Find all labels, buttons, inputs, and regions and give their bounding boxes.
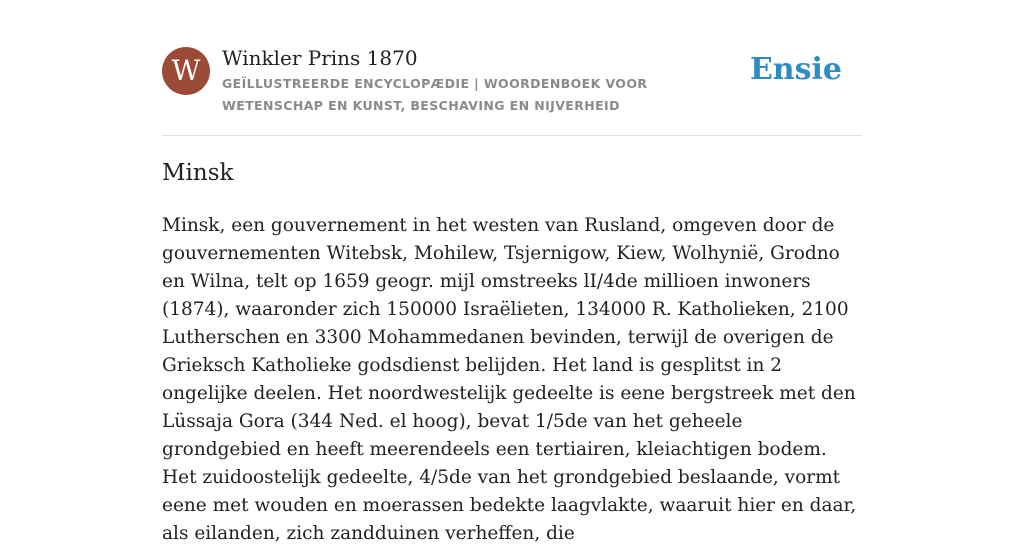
- source-subtitle: GEÏLLUSTREERDE ENCYCLOPÆDIE | WOORDENBOEK VOOR WETENSCHAP EN KUNST, BESCHAVING EN NIJVERHEID: [222, 76, 648, 113]
- source-title[interactable]: Winkler Prins 1870: [222, 46, 418, 70]
- article-body: Minsk, een gouvernement in het westen van Rusland, omgeven door de gouvernementen Witebsk, Mohilew, Tsjernigow, Kiew, Wolhynië, Grodno en Wilna, telt op 1659 geogr. mijl omstreeks lI/4de millioen inwoners (1874), waaronder zich 150000 Israëlieten, 134000 R. Katholieken, 2100 Lutherschen en 3300 Mohammedanen bevinden, terwijl de overigen de Grieksch Katholieke godsdienst belijden. Het land is gesplitst in 2 ongelijke deelen. Het noordwestelijk gedeelte is eene bergstreek met den Lüssaja Gora (344 Ned. el hoog), bevat 1/5de van het geheele grondgebied en heeft meerendeels een tertiairen, kleiachtigen bodem. Het zuidoostelijk gedeelte, 4/5de van het grondgebied beslaande, vormt eene met wouden en moerassen bedekte laagvlakte, waaruit hier en daar, als eilanden, zich zandduinen verheffen, die: [162, 215, 857, 544]
- brand-logo-link[interactable]: Ensie: [749, 52, 842, 87]
- source-header: [162, 45, 862, 117]
- article-title: Minsk: [162, 160, 234, 186]
- avatar[interactable]: W: [162, 47, 210, 95]
- divider: [162, 135, 862, 136]
